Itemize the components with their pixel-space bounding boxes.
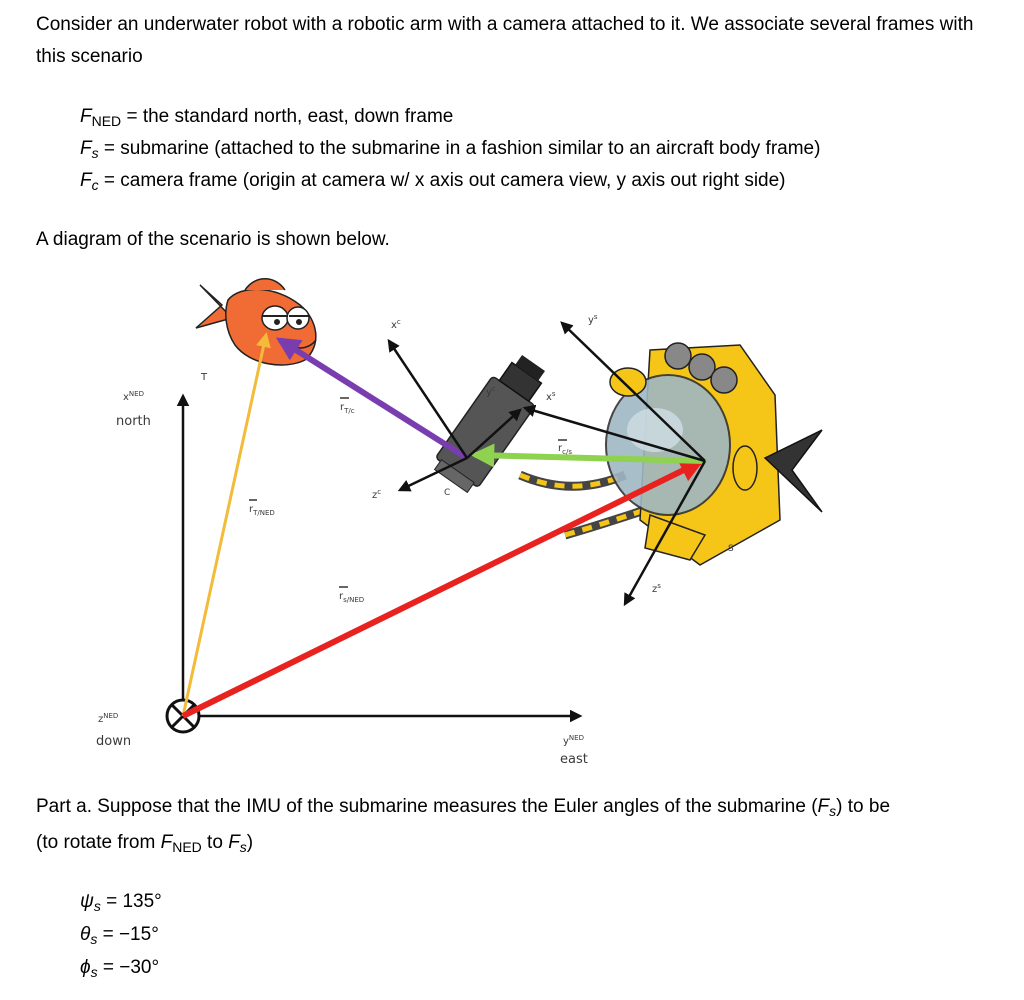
frame-subscript: c: [91, 177, 99, 193]
camera-x-label: $x^c$: [391, 318, 401, 331]
svg-text:rc/s: $r_{c/s}$: [558, 443, 572, 456]
label-r-s-NED: [339, 587, 364, 604]
frame-description: = submarine (attached to the submarine in a fashion similar to an aircraft body frame): [98, 138, 821, 159]
ned-x-label: $x^{NED}$: [123, 390, 144, 403]
ned-axes: [167, 396, 580, 732]
ned-y-label: $y^{NED}$: [563, 734, 584, 747]
label-r-c-s: [558, 440, 572, 456]
ned-z-label: $z^{NED}$: [98, 712, 119, 725]
sub-y-label: $y^s$: [588, 313, 598, 326]
vector-r-T-c: [280, 340, 467, 458]
label-r-T-NED: [249, 500, 275, 517]
frame-symbol: F: [80, 138, 92, 159]
vector-r-s-NED: [183, 462, 700, 716]
svg-text:rT/c: $r_{T/c}$: [340, 402, 355, 415]
ned-north-label: north: [116, 414, 151, 429]
angle-theta: $\theta_s = -15^\circ$: [80, 924, 159, 947]
angle-phi: $\phi_s = -30^\circ$: [80, 957, 160, 980]
ned-down-label: down: [96, 734, 132, 749]
intro-paragraph: Consider an underwater robot with a robotic arm with a camera attached to it. We associate several frames with this scenario: [36, 14, 974, 67]
frame-symbol: F: [80, 170, 92, 191]
vector-r-T-NED: [183, 335, 266, 716]
svg-text:rs/NED: $r_{s/NED}$: [339, 591, 365, 604]
diagram-lead: A diagram of the scenario is shown below.: [36, 229, 390, 250]
camera-x-axis: [389, 341, 467, 458]
frame-subscript: NED: [91, 113, 122, 129]
label-r-T-c: [340, 398, 355, 415]
ned-east-label: east: [560, 752, 588, 767]
sub-z-label: $z^s$: [652, 582, 661, 595]
sub-label: S: [728, 544, 734, 554]
angle-psi: $\psi_s = 135^\circ$: [80, 891, 162, 914]
sub-x-label: $x^s$: [546, 390, 556, 403]
camera-body: [430, 348, 555, 496]
frame-symbol: F: [80, 106, 92, 127]
camera-label: C: [444, 488, 451, 498]
svg-text:rT/NED: $r_{T/NED}$: [249, 504, 275, 517]
target-label: T: [201, 372, 208, 383]
frame-description: = camera frame (origin at camera w/ x axis out camera view, y axis out right side): [98, 170, 786, 191]
part-a-text: Part a. Suppose that the IMU of the submarine measures the Euler angles of the submarine $(F_s)$ to be (to rotate from $F_{NED}$ to $F_s$): [36, 796, 891, 855]
camera-z-label: $z^c$: [372, 488, 382, 501]
frame-subscript: s: [91, 145, 99, 161]
frame-description: = the standard north, east, down frame: [121, 106, 454, 127]
camera-y-label: $y^c$: [486, 385, 496, 398]
